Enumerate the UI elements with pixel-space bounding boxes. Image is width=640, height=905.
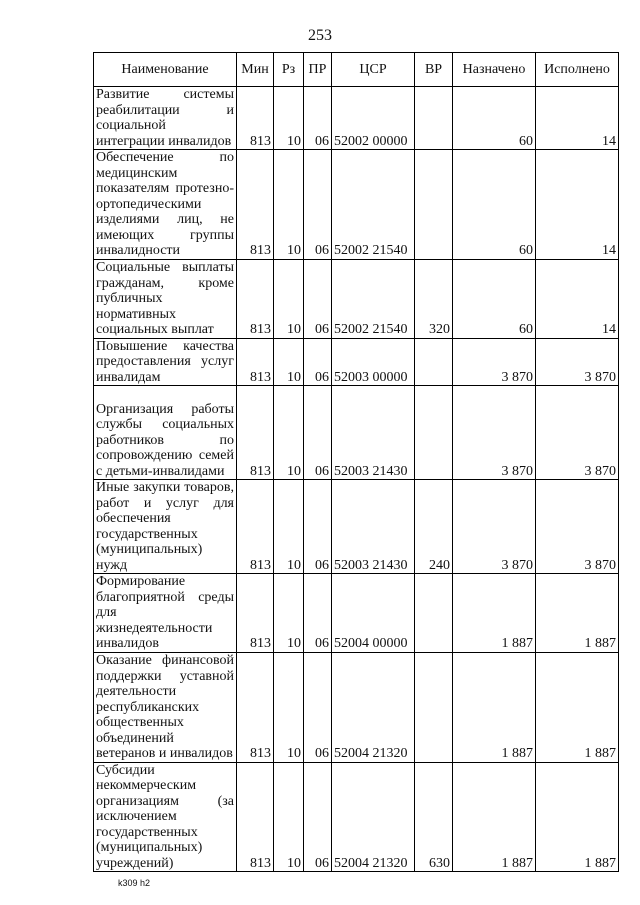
row-assigned: 60 (453, 259, 536, 338)
header-row (94, 53, 619, 87)
header-pr: ПР (304, 53, 332, 87)
row-executed: 3 870 (536, 480, 619, 574)
row-rz: 10 (274, 762, 304, 872)
row-pr: 06 (304, 259, 332, 338)
row-rz: 10 (274, 259, 304, 338)
table-row (94, 480, 619, 574)
row-executed: 14 (536, 259, 619, 338)
row-name: Иные закупки товаров, работ и услуг для обеспечения государственных (муниципальных) нужд (94, 480, 237, 574)
row-csr: 52003 00000 (332, 338, 415, 386)
row-executed: 1 887 (536, 652, 619, 762)
row-name: Развитие системы реабилитации и социальной интеграции инвалидов (94, 87, 237, 150)
header-name: Наименование (94, 53, 237, 87)
row-csr: 52004 21320 (332, 652, 415, 762)
table-row (94, 259, 619, 338)
row-csr: 52003 21430 (332, 480, 415, 574)
row-rz: 10 (274, 574, 304, 653)
row-min: 813 (237, 480, 274, 574)
table-row (94, 338, 619, 386)
table-row (94, 652, 619, 762)
row-executed: 14 (536, 87, 619, 150)
row-assigned: 60 (453, 87, 536, 150)
row-executed: 1 887 (536, 762, 619, 872)
row-csr: 52004 21320 (332, 762, 415, 872)
row-csr: 52002 00000 (332, 87, 415, 150)
row-assigned: 1 887 (453, 574, 536, 653)
row-min: 813 (237, 338, 274, 386)
row-csr: 52004 00000 (332, 574, 415, 653)
row-rz: 10 (274, 87, 304, 150)
page-number: 253 (308, 27, 332, 44)
table-row (94, 150, 619, 260)
row-pr: 06 (304, 574, 332, 653)
budget-table (93, 52, 619, 872)
row-min: 813 (237, 259, 274, 338)
row-name: Социальные выплаты гражданам, кроме публичных нормативных социальных выплат (94, 259, 237, 338)
row-executed: 1 887 (536, 574, 619, 653)
row-assigned: 3 870 (453, 480, 536, 574)
row-pr: 06 (304, 480, 332, 574)
row-min: 813 (237, 87, 274, 150)
row-pr: 06 (304, 652, 332, 762)
row-assigned: 1 887 (453, 652, 536, 762)
row-name: Формирование благоприятной среды для жизнедеятельности инвалидов (94, 574, 237, 653)
row-csr: 52002 21540 (332, 259, 415, 338)
row-name: Оказание финансовой поддержки уставной деятельности республиканских общественных объединений ветеранов и инвалидов (94, 652, 237, 762)
row-executed: 3 870 (536, 386, 619, 480)
table-row (94, 574, 619, 653)
table-body (94, 87, 619, 872)
footer-code: k309 h2 (118, 878, 151, 888)
row-vr (415, 338, 453, 386)
row-min: 813 (237, 150, 274, 260)
row-rz: 10 (274, 150, 304, 260)
row-vr (415, 652, 453, 762)
header-vr: ВР (415, 53, 453, 87)
row-min: 813 (237, 574, 274, 653)
row-pr: 06 (304, 87, 332, 150)
header-assigned: Назначено (453, 53, 536, 87)
row-assigned: 3 870 (453, 386, 536, 480)
row-rz: 10 (274, 480, 304, 574)
row-assigned: 1 887 (453, 762, 536, 872)
row-name: Обеспечение по медицинским показателям протезно-ортопедическими изделиями лиц, не имеющих группы инвалидности (94, 150, 237, 260)
row-min: 813 (237, 652, 274, 762)
row-vr (415, 386, 453, 480)
table-row (94, 762, 619, 872)
table-row (94, 386, 619, 480)
row-csr: 52002 21540 (332, 150, 415, 260)
header-csr: ЦСР (332, 53, 415, 87)
row-pr: 06 (304, 338, 332, 386)
row-vr: 320 (415, 259, 453, 338)
row-name: Субсидии некоммерческим организациям (за исключением государственных (муниципальных) учреждений) (94, 762, 237, 872)
table-row (94, 87, 619, 150)
table-header (94, 53, 619, 87)
row-pr: 06 (304, 762, 332, 872)
row-executed: 14 (536, 150, 619, 260)
row-vr (415, 574, 453, 653)
header-rz: Рз (274, 53, 304, 87)
row-min: 813 (237, 386, 274, 480)
header-executed: Исполнено (536, 53, 619, 87)
row-rz: 10 (274, 386, 304, 480)
row-pr: 06 (304, 386, 332, 480)
row-vr: 240 (415, 480, 453, 574)
row-executed: 3 870 (536, 338, 619, 386)
row-name: Повышение качества предоставления услуг инвалидам (94, 338, 237, 386)
row-rz: 10 (274, 338, 304, 386)
row-assigned: 3 870 (453, 338, 536, 386)
row-assigned: 60 (453, 150, 536, 260)
row-rz: 10 (274, 652, 304, 762)
header-min: Мин (237, 53, 274, 87)
row-pr: 06 (304, 150, 332, 260)
row-vr: 630 (415, 762, 453, 872)
row-name: Организация работы службы социальных работников по сопровождению семей с детьми-инвалидами (94, 386, 237, 480)
row-csr: 52003 21430 (332, 386, 415, 480)
row-min: 813 (237, 762, 274, 872)
row-vr (415, 87, 453, 150)
row-vr (415, 150, 453, 260)
